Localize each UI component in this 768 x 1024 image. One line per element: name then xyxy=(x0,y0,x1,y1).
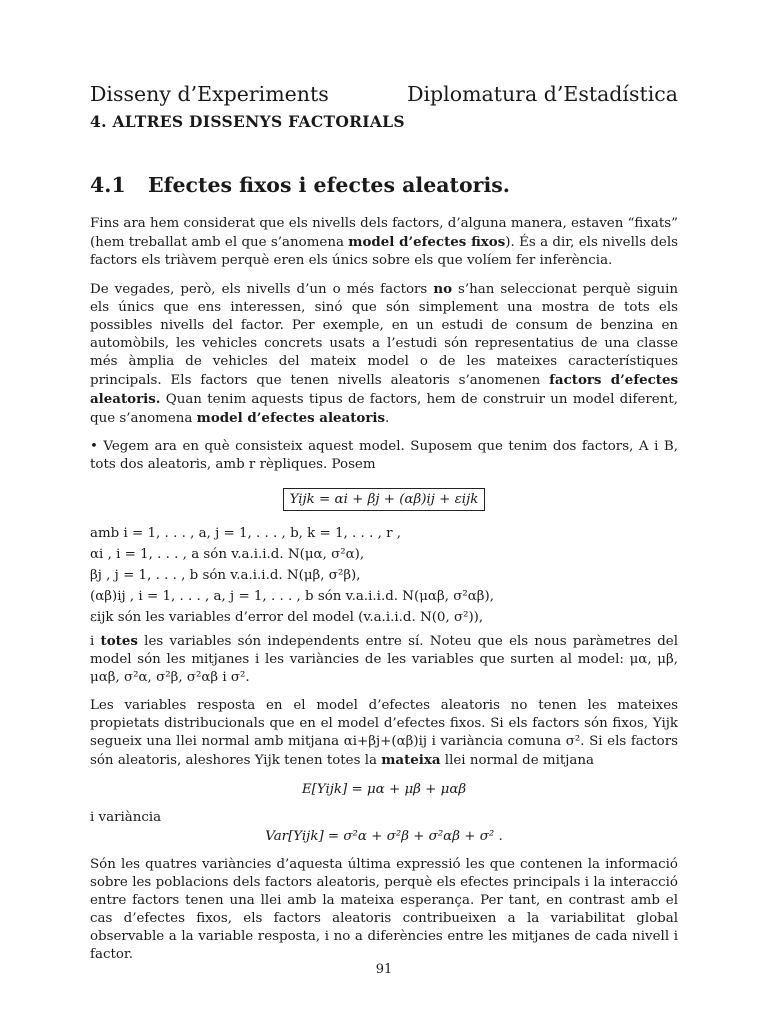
boxed-equation: Yijk = αi + βj + (αβ)ij + εijk xyxy=(283,488,486,511)
variance-equation: Var[Yijk] = σ²α + σ²β + σ²αβ + σ² . xyxy=(265,829,503,844)
condition-line: βj , j = 1, . . . , b són v.a.i.i.d. N(μβ, σ²β), xyxy=(90,568,361,583)
section-number: 4.1 xyxy=(90,173,126,197)
model-equation xyxy=(90,488,678,511)
page-number: 91 xyxy=(375,962,393,977)
section-heading xyxy=(90,173,678,197)
term-random-model: model d’efectes aleatoris xyxy=(196,410,386,426)
term-fixed-effects: model d’efectes fixos xyxy=(348,234,506,250)
condition-line: αi , i = 1, . . . , a són v.a.i.i.d. N(μα, σ²α), xyxy=(90,547,365,562)
paragraph-3: • Vegem ara en què consisteix aquest model. Suposem que tenim dos factors, A i B, tots dos aleatoris, amb r rèpliques. Posem xyxy=(90,439,678,472)
running-header xyxy=(90,80,678,108)
section-title: Efectes fixos i efectes aleatoris. xyxy=(148,173,510,197)
chapter-title: 4. ALTRES DISSENYS FACTORIALS xyxy=(90,112,405,131)
paragraph-4: i totes les variables són independents entre sí. Noteu que els nous paràmetres del model són les mitjanes i les variàncies de les variables que surten al model: μα, μβ, μαβ, σ²α, σ²β, σ²αβ i σ². xyxy=(90,633,679,685)
term-random-factors: factors d’efectes aleatoris. xyxy=(90,372,679,407)
document-page xyxy=(90,80,678,974)
conditions-list xyxy=(90,523,678,628)
mean-equation: E[Yijk] = μα + μβ + μαβ xyxy=(301,782,467,797)
paragraph-5: Les variables resposta en el model d’efectes aleatoris no tenen les mateixes propietats distribucionals que en el model d’efectes fixos. Si els factors són fixos, Yijk segueix una llei normal amb mitjana αi+βj+(αβ)ij i variància comuna σ². Si els factors són aleatoris, aleshores Yijk tenen totes la mateixa llei normal de mitjana xyxy=(90,698,678,768)
paragraph-1: Fins ara hem considerat que els nivells dels factors, d’alguna manera, estaven “fixats” (hem treballat amb el que s’anomena model d’efectes fixos). És a dir, els nivells dels factors els triàvem perquè eren els únics sobre els que volíem fer inferència. xyxy=(90,216,678,268)
paragraph-6: Són les quatres variàncies d’aquesta última expressió les que contenen la informació sobre les poblacions dels factors aleatoris, perquè els efectes principals i la interacció entre factors tenen una llei amb la mateixa esperança. Per tant, en contrast amb el cas d’efectes fixos, els factors aleatoris contribueixen a la variabilitat global observable a la variable resposta, i no a diferències entre les mitjanes de cada nivell i factor. xyxy=(90,857,678,962)
condition-line: amb i = 1, . . . , a, j = 1, . . . , b, k = 1, . . . , r , xyxy=(90,526,402,541)
condition-line: εijk són les variables d’error del model (v.a.i.i.d. N(0, σ²)), xyxy=(90,610,484,625)
paragraph-2: De vegades, però, els nivells d’un o més factors no s’han seleccionat perquè siguin els únics que ens interessen, sinó que són simplement una mostra de tots els possibles nivells del factor. Per exemple, en un estudi de consum de benzina en automòbils, les vehicles concrets usats a l’estudi són representatius de una classe més àmplia de vehicles del mateix model o de les mateixes característiques principals. Els factors que tenen nivells aleatoris s’anomenen factors d’efectes aleatoris. Quan tenim aquests tipus de factors, hem de construir un model diferent, que s’anomena model d’efectes aleatoris. xyxy=(90,281,679,426)
program-title: Diplomatura d’Estadística xyxy=(407,82,678,106)
course-title: Disseny d’Experiments xyxy=(90,82,329,106)
condition-line: (αβ)ij , i = 1, . . . , a, j = 1, . . . , b són v.a.i.i.d. N(μαβ, σ²αβ), xyxy=(90,589,494,604)
variance-label: i variància xyxy=(90,810,162,825)
